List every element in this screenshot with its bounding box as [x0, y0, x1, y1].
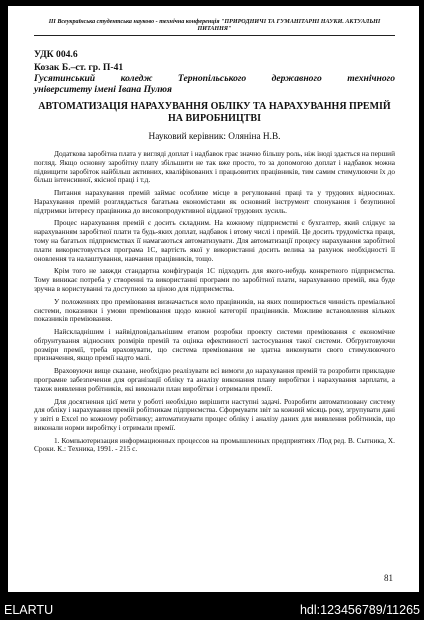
handle-id: hdl:123456789/11265: [299, 603, 420, 617]
affiliation-line-1: Гусятинський коледж Тернопільського державного технічного: [34, 73, 395, 84]
conference-header: III Всеукраїнська студентська науково - технічна конференція "ПРИРОДНИЧІ ТА ГУМАНІТАРНІ НАУКИ. АКТУАЛЬНІ ПИТАННЯ": [34, 6, 395, 36]
article-body: [34, 150, 395, 454]
affiliation-line-2: університету імені Івана Пулюя: [34, 84, 172, 95]
paragraph: У положеннях про преміювання визначається коло працівників, на яких поширюється чинність преміальної системи, показники і умови преміювання щодо кожної категорії працівників. Можливе встановлення кількох показників преміювання.: [34, 296, 395, 324]
repository-footer: [0, 600, 424, 620]
paragraph: Додаткова заробітна плата у вигляді доплат і надбавок грає значно більшу роль, ніж іноді здається на перший погляд. Якщо основну заробітну плату збільшити не так вже просто, то за допомогою доплат і надбавок можна підвищити заробіток найбільш активних, кваліфікованих і працьовитих працівників, тим самим стимулюючи їх до більш інтенсивної, якісної праці і т.д.: [34, 149, 395, 185]
supervisor-line: Науковий керівник: Оляніна Н.В.: [148, 132, 281, 142]
udk-code: УДК 004.6: [34, 49, 78, 60]
paragraph: Для досягнення цієї мети у роботі необхідно вирішити наступні задачі. Розробити автоматизовану систему для обліку і нарахування премій робітникам підприємства. Сформувати звіт за кожний місяць року, згрупувати дані у звіті в Excel по кожному робітнику; автоматизувати процес обліку і аналізу даних для виявлення робітників, що виконали норми виробітку і отримали премії.: [34, 396, 395, 432]
page-number: 81: [384, 573, 393, 583]
reference-item: 1. Компьютеризация информационных процессов на промышленных предприятиях /Под ред. В. Сытника, Х. Сроки. К.: Техника, 1991. - 215 с.: [34, 435, 395, 454]
page-frame: [2, 2, 422, 594]
paragraph: Питання нарахування премій займає особливе місце в регулюванні праці та у трудових відносинах. Нарахування премій розглядається багатьма економістами як основний інструмент спонукання і безупинної підтримки інтересу працівника до високопродуктивної відданої трудових зусиль.: [34, 188, 395, 215]
article-title: АВТОМАТИЗАЦІЯ НАРАХУВАННЯ ОБЛІКУ ТА НАРАХУВАННЯ ПРЕМІЙ НА ВИРОБНИЦТВІ: [38, 101, 391, 124]
paragraph: Найскладнішим і найвідповідальнішим етапом розробки проекту системи преміювання є економічне обґрунтування відносних розмірів премій та оцінка ефективності застосування такої системи. Обґрунтовуючи розміри премії, треба враховувати, що система преміювання не здатна виконувати свого стимулюючого призначення, якщо премії надто малі.: [34, 327, 395, 363]
paragraph: Процес нарахування премій є досить складним. На кожному підприємстві є бухгалтер, який слідкує за нарахуванням заробітної плати та будь-яких доплат, надбавок і втому числі і премій. Це досить трудомістка праця, тому на багатьох підприємствах її намагаються автоматизувати. Для автоматизації процесу нарахування заробітної плати використовується програма 1С, вартість якої у використанні досить велика за рахунок необхідності її оновлення та налаштування, навчання працівників, тощо.: [34, 218, 395, 263]
author-line: Козак Б.–ст. гр. П-41: [34, 62, 124, 73]
paragraph: Крім того не завжди стандартна конфігурація 1С підходить для якого-небудь конкретного підприємства. Тому виникає потреба у створенні та використанні програми по заробітної плати, нарахуванню премій, яка буде зручна в користуванні та доступною за ціною для підприємства.: [34, 266, 395, 293]
document-page: [8, 6, 419, 592]
repository-name: ELARTU: [4, 603, 54, 617]
paragraph: Враховуючи вище сказане, необхідно реалізувати всі вимоги до нарахування премій та розробити прикладне програмне забезпечення для організації обліку та аналізу виконання плану виробітки і нарахування зарплати, а також виявлення робітників, які виконали план виробітки і отримали премії.: [34, 366, 395, 393]
